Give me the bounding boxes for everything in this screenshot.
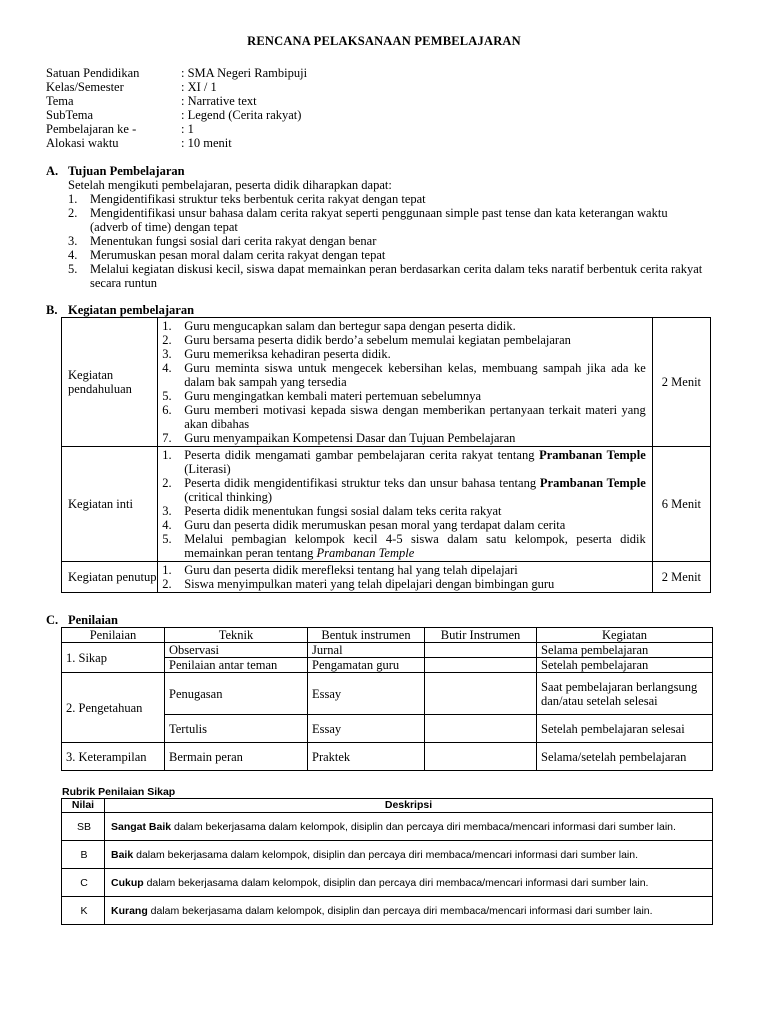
deskripsi-cell bbox=[105, 813, 713, 841]
rubric-title: Rubrik Penilaian Sikap bbox=[62, 786, 176, 798]
identity-block bbox=[46, 66, 307, 150]
list-item bbox=[162, 532, 646, 560]
item-text: Guru dan peserta didik merefleksi tentang hal yang telah dipelajari bbox=[184, 563, 518, 577]
item-number: 1. bbox=[162, 563, 172, 577]
bentuk-cell: Pengamatan guru bbox=[308, 658, 425, 673]
kegiatan-cell: Setelah pembelajaran selesai bbox=[537, 715, 713, 743]
item-number: 5. bbox=[68, 262, 78, 276]
nilai-cell: K bbox=[62, 897, 105, 925]
item-number: 3. bbox=[162, 347, 172, 361]
item-text: Guru bersama peserta didik berdo’a sebelum memulai kegiatan pembelajaran bbox=[184, 333, 571, 347]
rubric-table bbox=[61, 798, 713, 925]
item-text: Guru memberi motivasi kepada siswa dengan memberikan pertanyaan terkait materi yang akan dibahas bbox=[184, 403, 646, 431]
table-row bbox=[62, 318, 711, 447]
item-text-part: (critical thinking) bbox=[184, 490, 273, 504]
item-number: 1. bbox=[68, 192, 78, 206]
nilai-cell: SB bbox=[62, 813, 105, 841]
item-text-bold: Prambanan Temple bbox=[539, 476, 646, 490]
section-c-heading bbox=[46, 613, 118, 627]
table-header-row bbox=[62, 799, 713, 813]
level-label: Cukup bbox=[111, 876, 144, 889]
deskripsi-text: dalam bekerjasama dalam kelompok, disiplin dan percaya diri membaca/mencari informasi dari sumber lain. bbox=[171, 820, 676, 833]
bentuk-cell: Praktek bbox=[308, 743, 425, 771]
item-text-part: (Literasi) bbox=[184, 462, 231, 476]
identity-value: : 1 bbox=[181, 122, 194, 136]
item-text: Siswa menyimpulkan materi yang telah dipelajari dengan bimbingan guru bbox=[184, 577, 555, 591]
activities-table bbox=[61, 317, 711, 593]
section-b-heading bbox=[46, 303, 194, 317]
teknik-cell: Tertulis bbox=[165, 715, 308, 743]
level-label: Kurang bbox=[111, 904, 148, 917]
identity-value: : XI / 1 bbox=[181, 80, 217, 94]
list-item bbox=[162, 389, 646, 403]
phase-cell: Kegiatan penutup bbox=[62, 562, 158, 593]
column-header: Butir Instrumen bbox=[425, 628, 537, 643]
table-row bbox=[62, 813, 713, 841]
butir-cell bbox=[425, 643, 537, 658]
assessment-table bbox=[61, 627, 713, 771]
item-number: 6. bbox=[162, 403, 172, 417]
butir-cell bbox=[425, 658, 537, 673]
kegiatan-cell: Selama/setelah pembelajaran bbox=[537, 743, 713, 771]
table-row bbox=[62, 897, 713, 925]
duration-cell: 2 Menit bbox=[652, 562, 710, 593]
list-item bbox=[68, 262, 708, 290]
section-letter: A. bbox=[46, 164, 59, 178]
identity-label: Tema bbox=[46, 94, 74, 108]
kegiatan-cell: Selama pembelajaran bbox=[537, 643, 713, 658]
identity-row bbox=[46, 66, 307, 80]
duration-cell: 6 Menit bbox=[652, 447, 710, 562]
item-text-italic: Prambanan Temple bbox=[316, 546, 415, 560]
teknik-cell: Bermain peran bbox=[165, 743, 308, 771]
column-header: Teknik bbox=[165, 628, 308, 643]
section-title: Penilaian bbox=[68, 613, 119, 627]
item-number: 1. bbox=[162, 448, 172, 462]
identity-row bbox=[46, 94, 307, 108]
deskripsi-text: dalam bekerjasama dalam kelompok, disiplin dan percaya diri membaca/mencari informasi dari sumber lain. bbox=[143, 876, 649, 889]
duration-cell: 2 Menit bbox=[652, 318, 710, 447]
identity-row bbox=[46, 122, 307, 136]
bentuk-cell: Essay bbox=[308, 715, 425, 743]
item-text: Guru mengucapkan salam dan bertegur sapa dengan peserta didik. bbox=[184, 319, 516, 333]
phase-cell: Kegiatan inti bbox=[62, 447, 158, 562]
penilaian-cell: 3. Keterampilan bbox=[62, 743, 165, 771]
item-number: 3. bbox=[162, 504, 172, 518]
item-text: Mengidentifikasi struktur teks berbentuk cerita rakyat dengan tepat bbox=[90, 192, 426, 206]
table-row bbox=[62, 869, 713, 897]
section-letter: C. bbox=[46, 613, 59, 627]
item-number: 4. bbox=[162, 361, 172, 375]
item-number: 4. bbox=[68, 248, 78, 262]
item-text bbox=[184, 476, 646, 504]
item-number: 2. bbox=[162, 577, 172, 591]
phase-cell: Kegiatan pendahuluan bbox=[62, 318, 158, 447]
section-title: Kegiatan pembelajaran bbox=[68, 303, 195, 317]
list-item bbox=[162, 563, 646, 577]
steps-cell bbox=[158, 447, 653, 562]
list-item bbox=[68, 206, 708, 234]
item-number: 2. bbox=[162, 476, 172, 490]
identity-value: : Narrative text bbox=[181, 94, 257, 108]
identity-value: : Legend (Cerita rakyat) bbox=[181, 108, 302, 122]
bentuk-cell: Essay bbox=[308, 673, 425, 715]
item-text-part: Melalui pembagian kelompok kecil 4-5 siswa dalam satu kelompok, peserta didik memainkan peran tentang bbox=[184, 532, 646, 560]
list-item bbox=[68, 234, 708, 248]
identity-label: Alokasi waktu bbox=[46, 136, 119, 150]
butir-cell bbox=[425, 715, 537, 743]
steps-cell bbox=[158, 318, 653, 447]
identity-row bbox=[46, 108, 307, 122]
penilaian-cell: 1. Sikap bbox=[62, 643, 165, 673]
list-item bbox=[162, 403, 646, 431]
table-row bbox=[62, 447, 711, 562]
list-item bbox=[162, 448, 646, 476]
item-text bbox=[184, 448, 646, 476]
objectives-list bbox=[68, 192, 708, 290]
steps-cell bbox=[158, 562, 653, 593]
bentuk-cell: Jurnal bbox=[308, 643, 425, 658]
item-text: Guru mengingatkan kembali materi pertemuan sebelumnya bbox=[184, 389, 481, 403]
table-header-row bbox=[62, 628, 713, 643]
list-item bbox=[162, 504, 646, 518]
item-number: 4. bbox=[162, 518, 172, 532]
butir-cell bbox=[425, 673, 537, 715]
column-header: Bentuk instrumen bbox=[308, 628, 425, 643]
column-header: Penilaian bbox=[62, 628, 165, 643]
document-title: RENCANA PELAKSANAAN PEMBELAJARAN bbox=[247, 34, 521, 48]
section-letter: B. bbox=[46, 303, 58, 317]
column-header: Kegiatan bbox=[537, 628, 713, 643]
item-text-bold: Prambanan Temple bbox=[539, 448, 646, 462]
item-text: Guru memeriksa kehadiran peserta didik. bbox=[184, 347, 391, 361]
item-text: Guru dan peserta didik merumuskan pesan moral yang terdapat dalam cerita bbox=[184, 518, 566, 532]
list-item bbox=[162, 431, 646, 445]
teknik-cell: Observasi bbox=[165, 643, 308, 658]
item-text: Menentukan fungsi sosial dari cerita rakyat dengan benar bbox=[90, 234, 377, 248]
section-a-intro: Setelah mengikuti pembelajaran, peserta didik diharapkan dapat: bbox=[68, 178, 392, 192]
identity-row bbox=[46, 136, 307, 150]
item-text: Mengidentifikasi unsur bahasa dalam cerita rakyat seperti penggunaan simple past tense dan kata keterangan waktu (adverb of time) dengan tepat bbox=[90, 206, 668, 234]
item-number: 1. bbox=[162, 319, 172, 333]
deskripsi-text: dalam bekerjasama dalam kelompok, disiplin dan percaya diri membaca/mencari informasi dari sumber lain. bbox=[133, 848, 638, 861]
identity-value: : 10 menit bbox=[181, 136, 232, 150]
item-text bbox=[184, 532, 646, 560]
list-item bbox=[162, 333, 646, 347]
table-row bbox=[62, 562, 711, 593]
nilai-cell: C bbox=[62, 869, 105, 897]
item-text-part: Peserta didik mengidentifikasi struktur teks dan unsur bahasa tentang bbox=[184, 476, 540, 490]
identity-row bbox=[46, 80, 307, 94]
identity-label: SubTema bbox=[46, 108, 94, 122]
kegiatan-cell: Saat pembelajaran berlangsung dan/atau setelah selesai bbox=[537, 673, 713, 715]
item-text: Guru meminta siswa untuk mengecek kebersihan kelas, membuang sampah jika ada ke dalam bak sampah yang tersedia bbox=[184, 361, 646, 389]
table-row bbox=[62, 743, 713, 771]
deskripsi-cell bbox=[105, 841, 713, 869]
deskripsi-text: dalam bekerjasama dalam kelompok, disiplin dan percaya diri membaca/mencari informasi dari sumber lain. bbox=[147, 904, 653, 917]
butir-cell bbox=[425, 743, 537, 771]
deskripsi-cell bbox=[105, 869, 713, 897]
item-number: 2. bbox=[162, 333, 172, 347]
deskripsi-cell bbox=[105, 897, 713, 925]
column-header: Deskripsi bbox=[105, 799, 713, 813]
level-label: Baik bbox=[111, 848, 134, 861]
teknik-cell: Penilaian antar teman bbox=[165, 658, 308, 673]
identity-label: Kelas/Semester bbox=[46, 80, 124, 94]
list-item bbox=[162, 476, 646, 504]
item-number: 5. bbox=[162, 532, 172, 546]
kegiatan-cell: Setelah pembelajaran bbox=[537, 658, 713, 673]
list-item bbox=[162, 518, 646, 532]
table-row bbox=[62, 643, 713, 658]
item-text: Guru menyampaikan Kompetensi Dasar dan Tujuan Pembelajaran bbox=[184, 431, 516, 445]
teknik-cell: Penugasan bbox=[165, 673, 308, 715]
list-item bbox=[162, 361, 646, 389]
item-number: 5. bbox=[162, 389, 172, 403]
level-label: Sangat Baik bbox=[111, 820, 172, 833]
list-item bbox=[162, 347, 646, 361]
section-title: Tujuan Pembelajaran bbox=[68, 164, 185, 178]
item-number: 2. bbox=[68, 206, 78, 220]
item-number: 7. bbox=[162, 431, 172, 445]
list-item bbox=[162, 577, 646, 591]
list-item bbox=[68, 192, 708, 206]
list-item bbox=[68, 248, 708, 262]
identity-value: : SMA Negeri Rambipuji bbox=[181, 66, 308, 80]
item-text: Peserta didik menentukan fungsi sosial dalam teks cerita rakyat bbox=[184, 504, 502, 518]
identity-label: Pembelajaran ke - bbox=[46, 122, 137, 136]
item-text: Melalui kegiatan diskusi kecil, siswa dapat memainkan peran berdasarkan cerita dalam teks naratif berbentuk cerita rakyat secara runtun bbox=[90, 262, 703, 290]
item-text-part: Peserta didik mengamati gambar pembelajaran cerita rakyat tentang bbox=[184, 448, 540, 462]
item-text: Merumuskan pesan moral dalam cerita rakyat dengan tepat bbox=[90, 248, 386, 262]
column-header: Nilai bbox=[62, 799, 105, 813]
nilai-cell: B bbox=[62, 841, 105, 869]
list-item bbox=[162, 319, 646, 333]
table-row bbox=[62, 841, 713, 869]
section-a-heading bbox=[46, 164, 185, 178]
penilaian-cell: 2. Pengetahuan bbox=[62, 673, 165, 743]
identity-label: Satuan Pendidikan bbox=[46, 66, 140, 80]
table-row bbox=[62, 673, 713, 715]
item-number: 3. bbox=[68, 234, 78, 248]
